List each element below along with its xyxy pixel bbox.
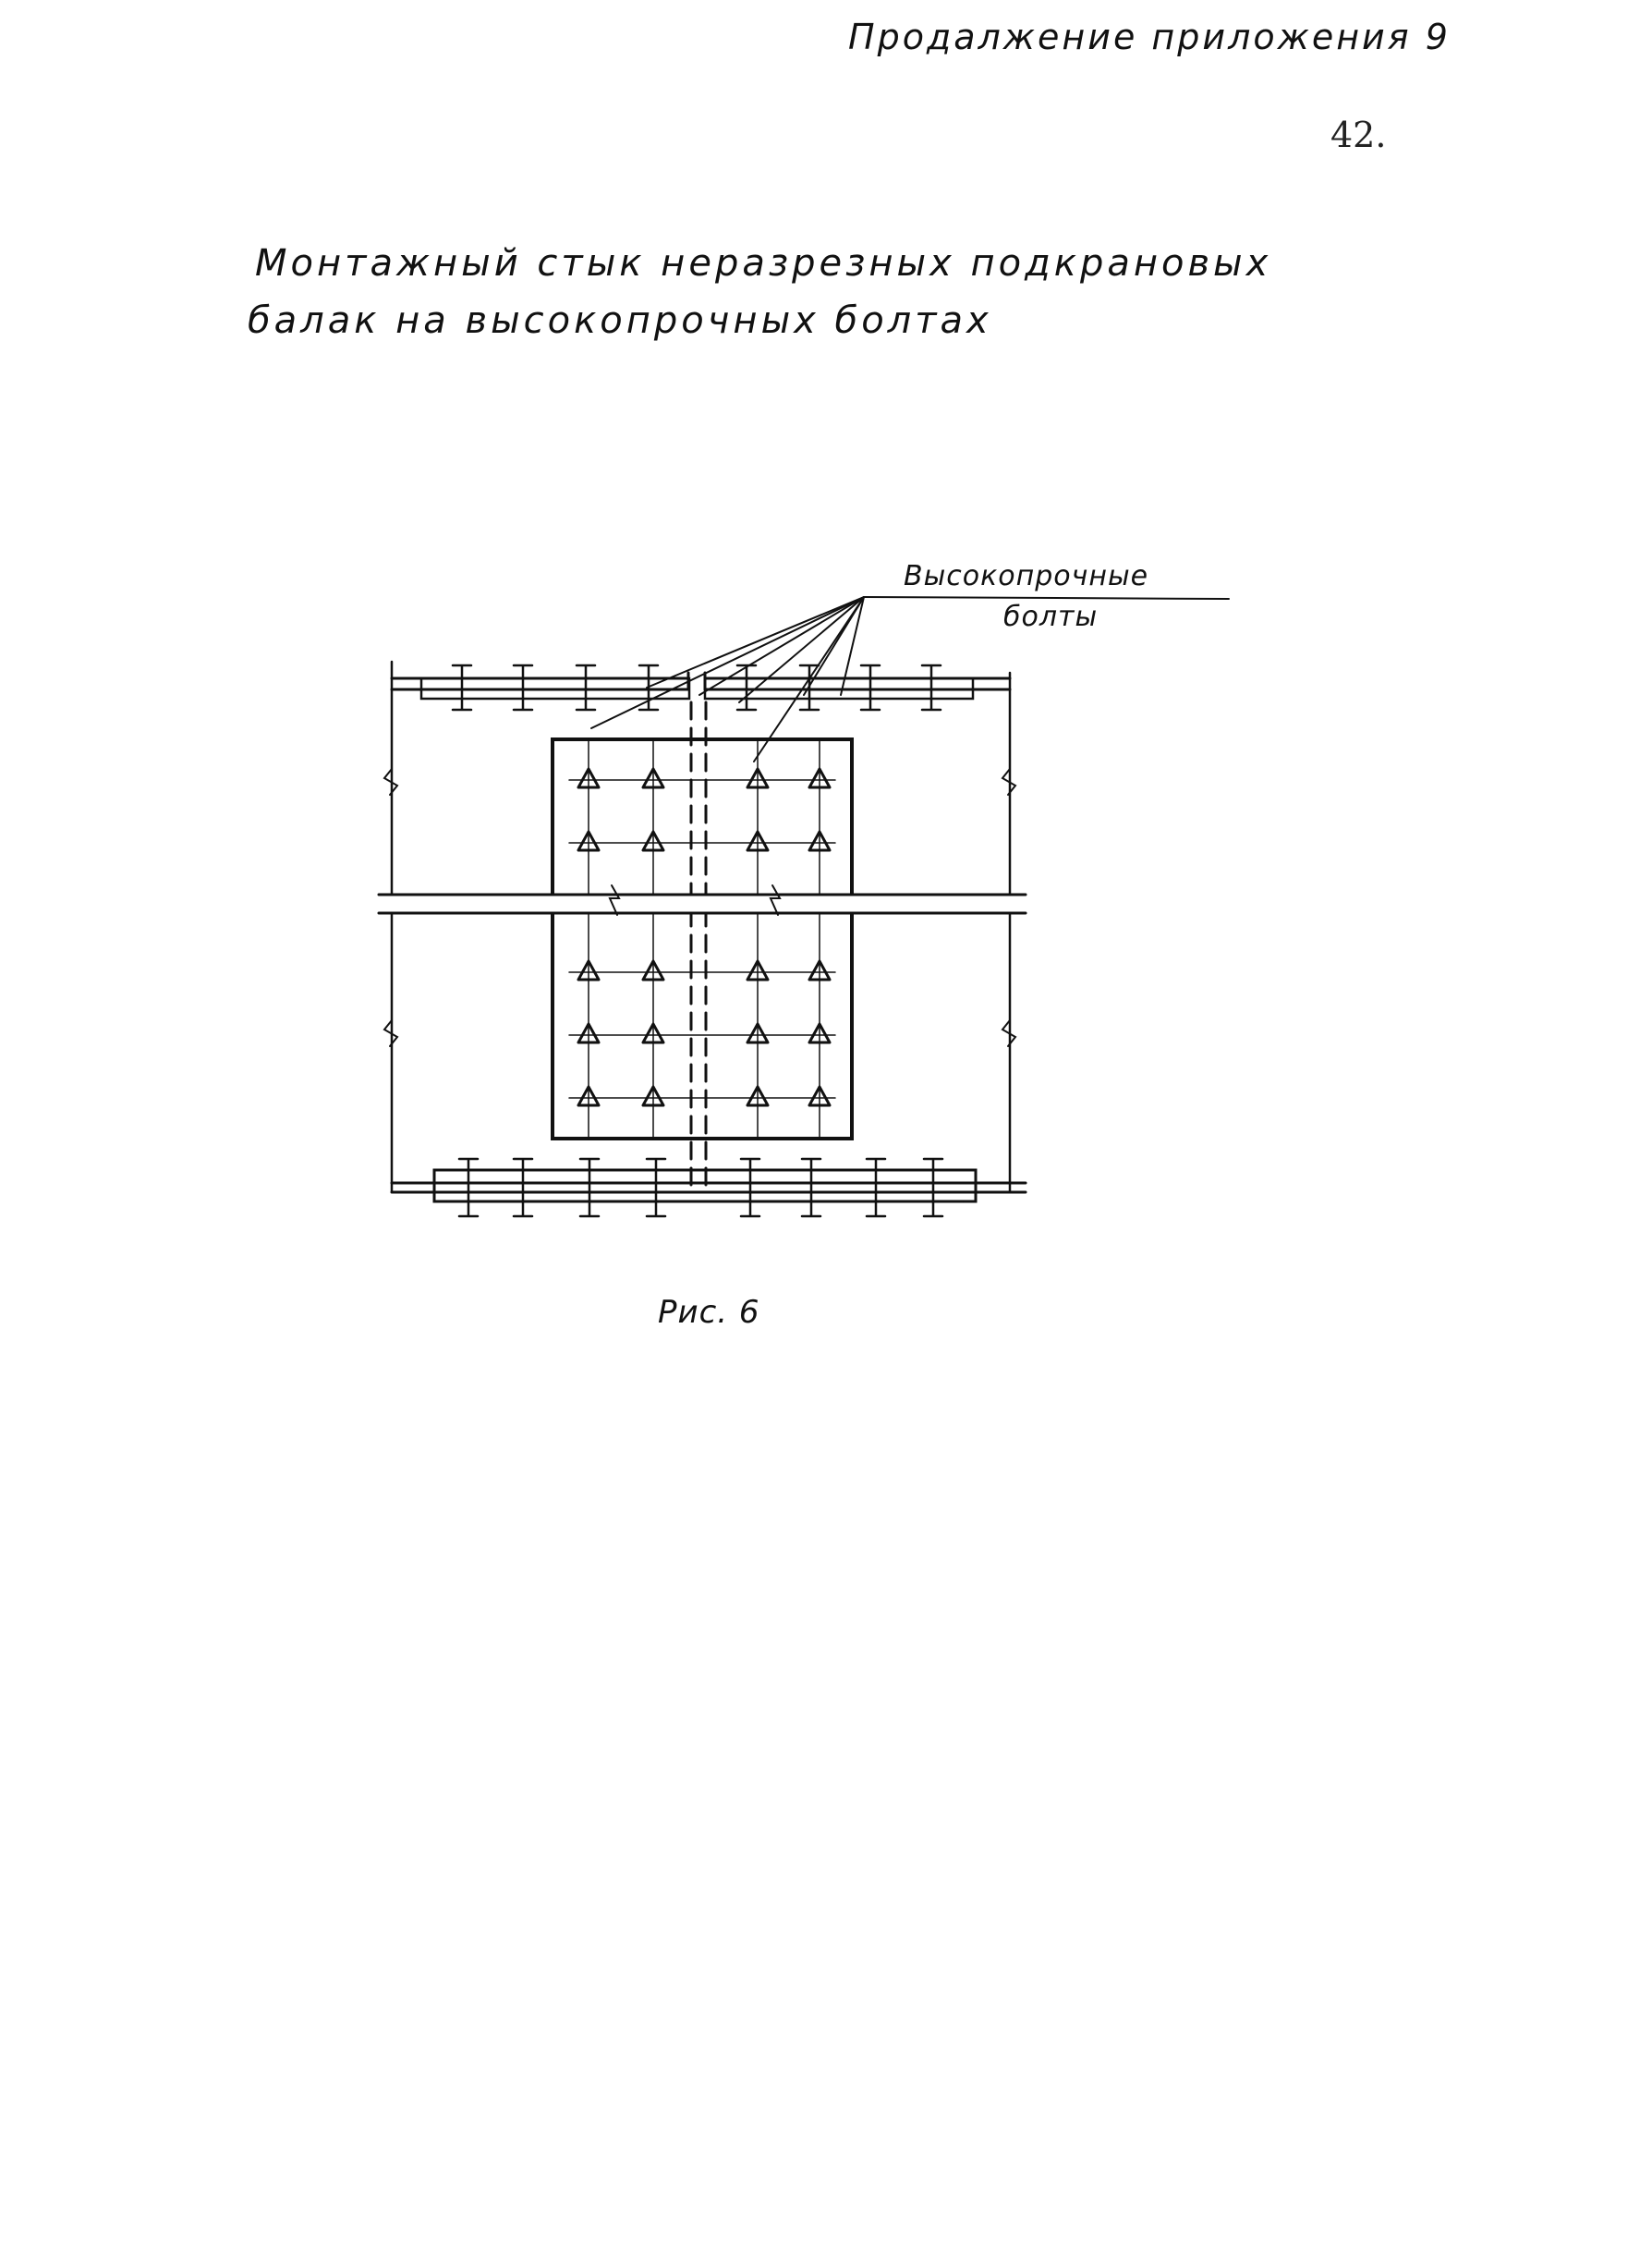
bolts-label-line-2: болты (1003, 601, 1099, 633)
title-line-1: Монтажный стык неразрезных подкрановых (255, 242, 1272, 285)
figure-caption: Рис. 6 (658, 1294, 760, 1331)
web-bolts (578, 769, 830, 1105)
page-number: 42. (1330, 115, 1387, 155)
appendix-continuation-header: Продалжение приложения 9 (848, 17, 1451, 57)
web-splice-plate (553, 739, 852, 1139)
bolt-grid-lower (569, 913, 835, 1139)
bottom-flange (392, 1170, 1026, 1201)
bolts-label-line-1: Высокопрочные (904, 560, 1149, 592)
title-line-2: балак на высокопрочных болтах (248, 299, 992, 342)
bolt-grid-upper (569, 739, 835, 895)
web-joint (691, 702, 706, 1192)
top-flange-bolts (453, 665, 941, 710)
bottom-flange-bolts (459, 1159, 942, 1216)
web-break-band (379, 885, 1026, 915)
